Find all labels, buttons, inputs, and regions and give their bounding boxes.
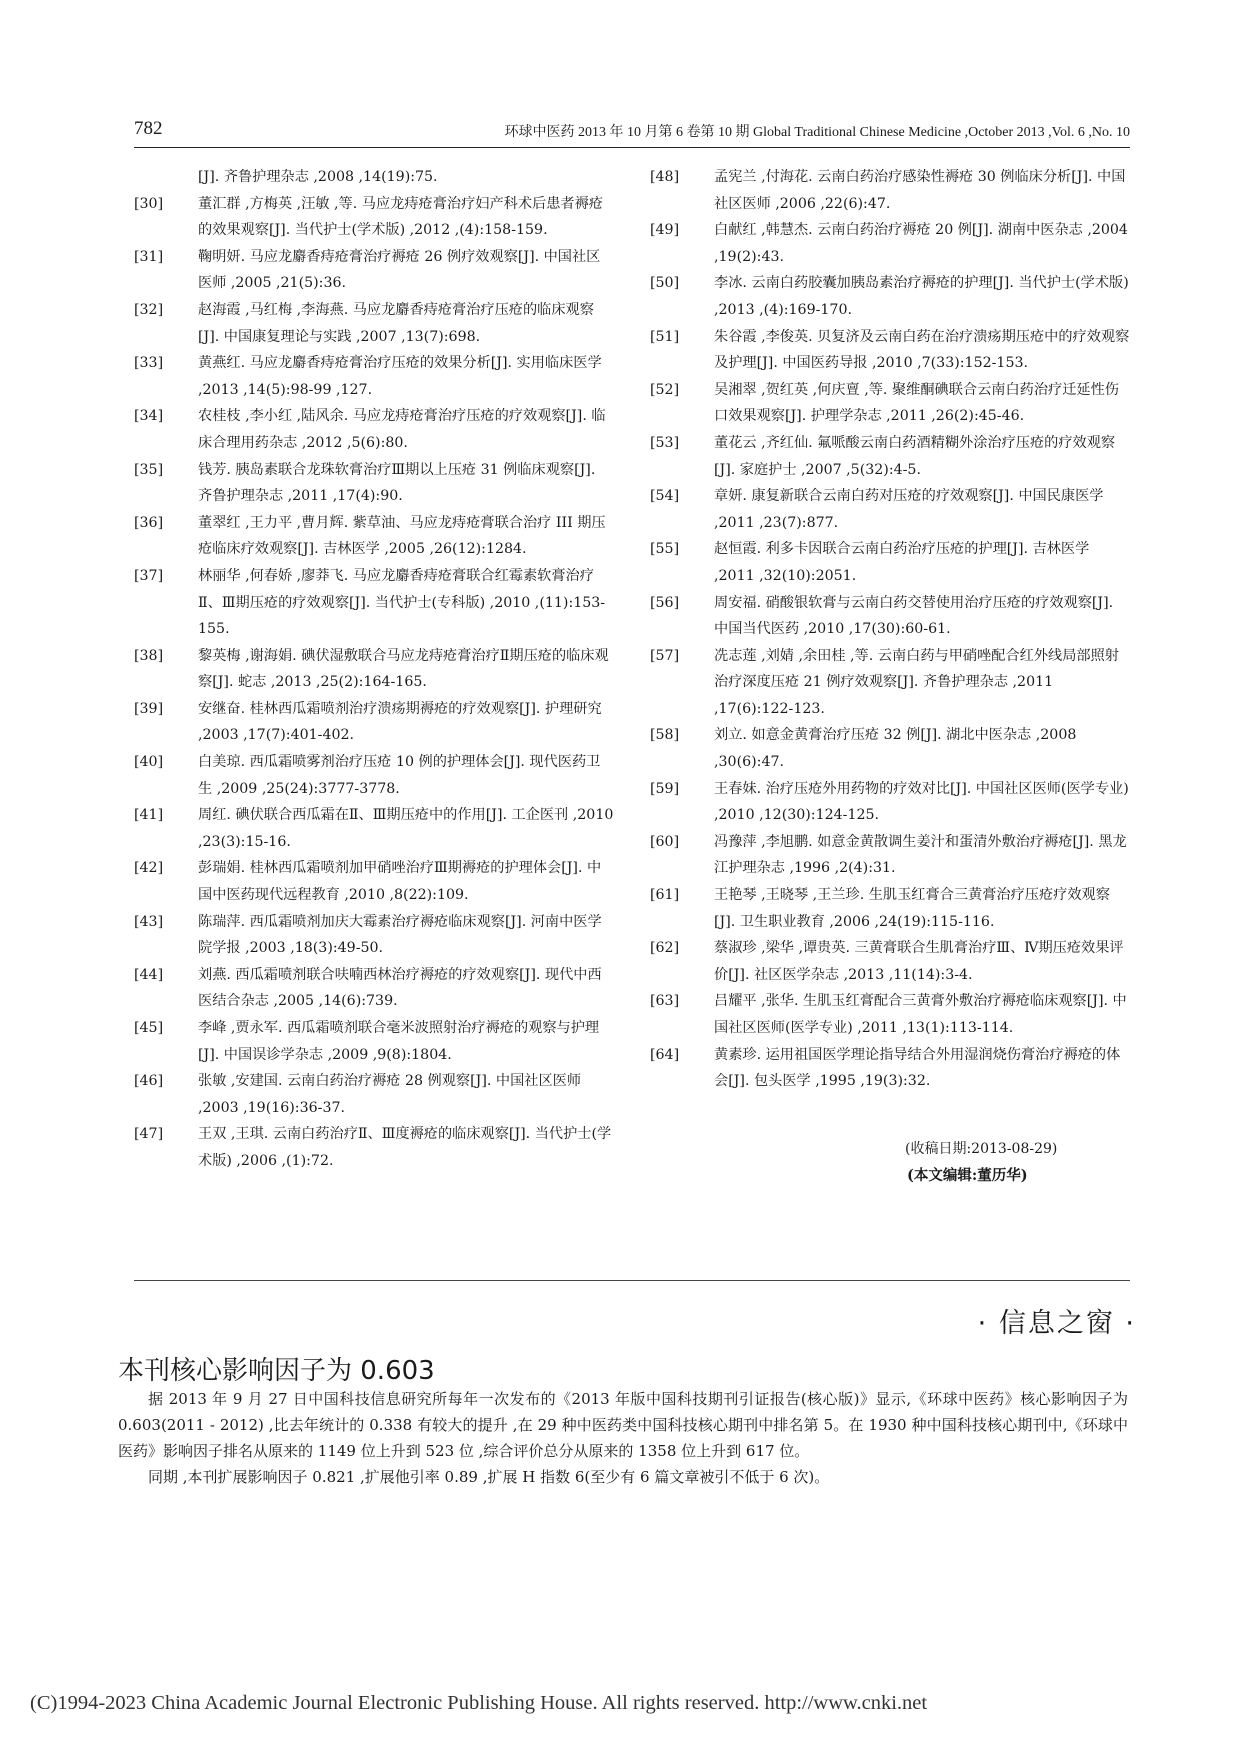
references-left-column <box>134 164 614 1175</box>
reference-text: 冼志莲 ,刘婧 ,余田桂 ,等. 云南白药与甲硝唑配合红外线局部照射治疗深度压疮 21 例疗效观察[J]. 齐鲁护理杂志 ,2011 ,17(6):122-123. <box>714 647 1119 717</box>
reference-item <box>134 749 614 802</box>
reference-text: 彭瑞娟. 桂林西瓜霜喷剂加甲硝唑治疗Ⅲ期褥疮的护理体会[J]. 中国中医药现代远程教育 ,2010 ,8(22):109. <box>198 860 602 904</box>
reference-number: [32] <box>134 301 164 318</box>
reference-number: [53] <box>650 434 680 451</box>
reference-text: 刘立. 如意金黄膏治疗压疮 32 例[J]. 湖北中医杂志 ,2008 ,30(6):47. <box>714 727 1077 771</box>
reference-item <box>650 882 1130 935</box>
reference-item <box>650 988 1130 1041</box>
reference-text: 钱芳. 胰岛素联合龙珠软膏治疗Ⅲ期以上压疮 31 例临床观察[J]. 齐鲁护理杂志 ,2011 ,17(4):90. <box>198 461 596 505</box>
reference-number: [36] <box>134 514 164 531</box>
reference-number: [52] <box>650 381 680 398</box>
reference-item <box>134 350 614 403</box>
copyright-footer: (C)1994-2023 China Academic Journal Electronic Publishing House. All rights reserved. http://www.cnki.net <box>30 1692 928 1714</box>
reference-item <box>650 377 1130 430</box>
reference-text: 董汇群 ,方梅英 ,汪敏 ,等. 马应龙痔疮膏治疗妇产科术后患者褥疮的效果观察[J]. 当代护士(学术版) ,2012 ,(4):158-159. <box>198 195 603 239</box>
reference-item <box>650 270 1130 323</box>
reference-text: 张敏 ,安建国. 云南白药治疗褥疮 28 例观察[J]. 中国社区医师 ,2003 ,19(16):36-37. <box>198 1073 582 1116</box>
reference-number: [55] <box>650 541 680 558</box>
reference-item <box>134 1015 614 1068</box>
reference-number: [30] <box>134 195 164 212</box>
reference-number: [63] <box>650 993 680 1010</box>
reference-item <box>134 403 614 456</box>
reference-text: 吕耀平 ,张华. 生肌玉红膏配合三黄膏外敷治疗褥疮临床观察[J]. 中国社区医师(医学专业) ,2011 ,13(1):113-114. <box>714 993 1127 1036</box>
reference-text: 李峰 ,贾永军. 西瓜霜喷剂联合毫米波照射治疗褥疮的观察与护理[J]. 中国误诊学杂志 ,2009 ,9(8):1804. <box>198 1020 600 1063</box>
reference-text: 朱谷霞 ,李俊英. 贝复济及云南白药在治疗溃疡期压疮中的疗效观察及护理[J]. 中国医药导报 ,2010 ,7(33):152-153. <box>714 328 1130 372</box>
page-number: 782 <box>134 118 163 139</box>
reference-number: [54] <box>650 488 680 505</box>
reference-text: 赵恒霞. 利多卡因联合云南白药治疗压疮的护理[J]. 吉林医学 ,2011 ,32(10):2051. <box>714 541 1090 584</box>
references-right-column <box>650 164 1130 1095</box>
reference-item <box>134 244 614 297</box>
reference-text: 李冰. 云南白药胶囊加胰岛素治疗褥疮的护理[J]. 当代护士(学术版) ,2013 ,(4):169-170. <box>714 275 1129 318</box>
reference-number: [43] <box>134 913 164 930</box>
reference-item <box>650 430 1130 483</box>
reference-text: 黎英梅 ,谢海娟. 碘伏湿敷联合马应龙痔疮膏治疗Ⅱ期压疮的临床观察[J]. 蛇志 ,2013 ,25(2):164-165. <box>198 647 609 691</box>
news-paragraph: 据 2013 年 9 月 27 日中国科技信息研究所每年一次发布的《2013 年版中国科技期刊引证报告(核心版)》显示,《环球中医药》核心影响因子为 0.603(2011 - 2012) ,比去年统计的 0.338 有较大的提升 ,在 29 种中医药类中国科技核心期刊中排名第 5。在 1930 种中国科技核心期刊中,《环球中医药》影响因子排名从原来的 1149 位上升到 523 位 ,综合评价总分从原来的 1358 位上升到 617 位。 <box>118 1390 1128 1460</box>
reference-text: 刘燕. 西瓜霜喷剂联合呋喃西林治疗褥疮的疗效观察[J]. 现代中西医结合杂志 ,2005 ,14(6):739. <box>198 966 602 1010</box>
reference-item <box>134 457 614 510</box>
reference-item <box>650 324 1130 377</box>
reference-number: [35] <box>134 461 164 478</box>
reference-text: 章妍. 康复新联合云南白药对压疮的疗效观察[J]. 中国民康医学 ,2011 ,23(7):877. <box>714 488 1104 531</box>
reference-text: 白美琼. 西瓜霜喷雾剂治疗压疮 10 例的护理体会[J]. 现代医药卫生 ,2009 ,25(24):3777-3778. <box>198 754 601 797</box>
reference-item <box>650 935 1130 988</box>
reference-number: [41] <box>134 807 164 824</box>
article-editor: (本文编辑:董历华) <box>907 1167 1028 1184</box>
reference-number: [51] <box>650 328 680 345</box>
reference-text: 周红. 碘伏联合西瓜霜在Ⅱ、Ⅲ期压疮中的作用[J]. 工企医刊 ,2010 ,23(3):15-16. <box>198 807 614 850</box>
reference-item <box>134 1121 614 1174</box>
reference-text: 黄燕红. 马应龙麝香痔疮膏治疗压疮的效果分析[J]. 实用临床医学 ,2013 ,14(5):98-99 ,127. <box>198 355 602 398</box>
reference-text: 黄素珍. 运用祖国医学理论指导结合外用湿润烧伤膏治疗褥疮的体会[J]. 包头医学 ,1995 ,19(3):32. <box>714 1046 1121 1090</box>
reference-item <box>134 164 614 191</box>
reference-item <box>134 510 614 563</box>
reference-text: 蔡淑珍 ,梁华 ,谭贵英. 三黄膏联合生肌膏治疗Ⅲ、Ⅳ期压疮效果评价[J]. 社区医学杂志 ,2013 ,11(14):3-4. <box>714 940 1124 983</box>
reference-number: [61] <box>650 887 680 904</box>
reference-item <box>134 802 614 855</box>
reference-item <box>134 297 614 350</box>
reference-item <box>650 536 1130 589</box>
reference-item <box>650 217 1130 270</box>
reference-text: 吴湘翠 ,贺红英 ,何庆亶 ,等. 聚维酮碘联合云南白药治疗迁延性伤口效果观察[J]. 护理学杂志 ,2011 ,26(2):45-46. <box>714 381 1119 425</box>
reference-item <box>650 1042 1130 1095</box>
reference-item <box>134 696 614 749</box>
section-divider <box>134 1280 1130 1281</box>
reference-item <box>650 590 1130 643</box>
reference-text: 白献红 ,韩慧杰. 云南白药治疗褥疮 20 例[J]. 湖南中医杂志 ,2004 ,19(2):43. <box>714 222 1128 265</box>
reference-item <box>650 829 1130 882</box>
reference-item <box>134 962 614 1015</box>
reference-item <box>650 643 1130 723</box>
reference-item <box>134 191 614 244</box>
reference-text: 农桂枝 ,李小红 ,陆风余. 马应龙痔疮膏治疗压疮的疗效观察[J]. 临床合理用药杂志 ,2012 ,5(6):80. <box>198 408 606 451</box>
reference-number: [31] <box>134 248 164 265</box>
reference-text: 鞠明妍. 马应龙麝香痔疮膏治疗褥疮 26 例疗效观察[J]. 中国社区医师 ,2005 ,21(5):36. <box>198 248 601 292</box>
reference-text: [J]. 齐鲁护理杂志 ,2008 ,14(19):75. <box>198 169 438 185</box>
reference-number: [47] <box>134 1126 164 1143</box>
page-header <box>134 118 1130 148</box>
reference-number: [34] <box>134 408 164 425</box>
reference-number: [49] <box>650 222 680 239</box>
reference-item <box>650 483 1130 536</box>
reference-item <box>134 563 614 643</box>
reference-text: 王艳琴 ,王晓琴 ,王兰珍. 生肌玉红膏合三黄膏治疗压疮疗效观察[J]. 卫生职业教育 ,2006 ,24(19):115-116. <box>714 887 1110 930</box>
reference-number: [57] <box>650 647 680 664</box>
reference-number: [58] <box>650 727 680 744</box>
reference-item <box>650 164 1130 217</box>
running-title: 环球中医药 2013 年 10 月第 6 卷第 10 期 Global Traditional Chinese Medicine ,October 2013 ,Vol. 6 ,No. 10 <box>504 125 1130 140</box>
reference-item <box>134 1068 614 1121</box>
reference-number: [60] <box>650 833 680 850</box>
reference-item <box>134 909 614 962</box>
news-body <box>118 1386 1128 1490</box>
reference-text: 王春妹. 治疗压疮外用药物的疗效对比[J]. 中国社区医师(医学专业) ,2010 ,12(30):124-125. <box>714 780 1129 824</box>
reference-number: [59] <box>650 780 680 797</box>
reference-number: [46] <box>134 1073 164 1090</box>
reference-text: 董花云 ,齐红仙. 氟哌酸云南白药酒精糊外涂治疗压疮的疗效观察[J]. 家庭护士 ,2007 ,5(32):4-5. <box>714 434 1116 478</box>
news-title: 本刊核心影响因子为 0.603 <box>118 1356 435 1386</box>
reference-text: 赵海霞 ,马红梅 ,李海燕. 马应龙麝香痔疮膏治疗压疮的临床观察[J]. 中国康复理论与实践 ,2007 ,13(7):698. <box>198 301 594 345</box>
reference-number: [56] <box>650 594 680 611</box>
column-tag: · 信息之窗 · <box>977 1308 1136 1339</box>
reference-number: [37] <box>134 567 164 584</box>
news-paragraph: 同期 ,本刊扩展影响因子 0.821 ,扩展他引率 0.89 ,扩展 H 指数 6(至少有 6 篇文章被引不低于 6 次)。 <box>148 1468 830 1486</box>
reference-number: [45] <box>134 1020 164 1036</box>
reference-number: [42] <box>134 860 164 877</box>
received-date: (收稿日期:2013-08-29) <box>905 1141 1058 1157</box>
reference-number: [39] <box>134 700 164 717</box>
reference-text: 安继奋. 桂林西瓜霜喷剂治疗溃疡期褥疮的疗效观察[J]. 护理研究 ,2003 ,17(7):401-402. <box>198 700 602 744</box>
reference-text: 林丽华 ,何春娇 ,廖莽飞. 马应龙麝香痔疮膏联合红霉素软膏治疗Ⅱ、Ⅲ期压疮的疗效观察[J]. 当代护士(专科版) ,2010 ,(11):153-155. <box>198 567 606 638</box>
reference-text: 周安福. 硝酸银软膏与云南白药交替使用治疗压疮的疗效观察[J]. 中国当代医药 ,2010 ,17(30):60-61. <box>714 594 1114 638</box>
reference-item <box>134 643 614 696</box>
reference-number: [50] <box>650 275 680 292</box>
reference-number: [33] <box>134 355 164 372</box>
reference-number: [64] <box>650 1046 680 1063</box>
reference-number: [44] <box>134 966 164 983</box>
reference-number: [40] <box>134 754 164 771</box>
reference-text: 陈瑞萍. 西瓜霜喷剂加庆大霉素治疗褥疮临床观察[J]. 河南中医学院学报 ,2003 ,18(3):49-50. <box>198 913 602 957</box>
reference-number: [62] <box>650 940 680 957</box>
reference-number: [48] <box>650 169 680 185</box>
reference-text: 冯豫萍 ,李旭鹏. 如意金黄散调生姜汁和蛋清外敷治疗褥疮[J]. 黑龙江护理杂志 ,1996 ,2(4):31. <box>714 833 1127 877</box>
reference-item <box>650 722 1130 775</box>
reference-text: 孟宪兰 ,付海花. 云南白药治疗感染性褥疮 30 例临床分析[J]. 中国社区医师 ,2006 ,22(6):47. <box>714 169 1126 212</box>
reference-text: 董翠红 ,王力平 ,曹月辉. 紫草油、马应龙痔疮膏联合治疗 III 期压疮临床疗效观察[J]. 吉林医学 ,2005 ,26(12):1284. <box>198 514 606 558</box>
reference-item <box>650 776 1130 829</box>
reference-number: [38] <box>134 647 164 664</box>
header-rule <box>134 147 1130 148</box>
reference-text: 王双 ,王琪. 云南白药治疗Ⅱ、Ⅲ度褥疮的临床观察[J]. 当代护士(学术版) ,2006 ,(1):72. <box>198 1126 612 1169</box>
reference-item <box>134 855 614 908</box>
